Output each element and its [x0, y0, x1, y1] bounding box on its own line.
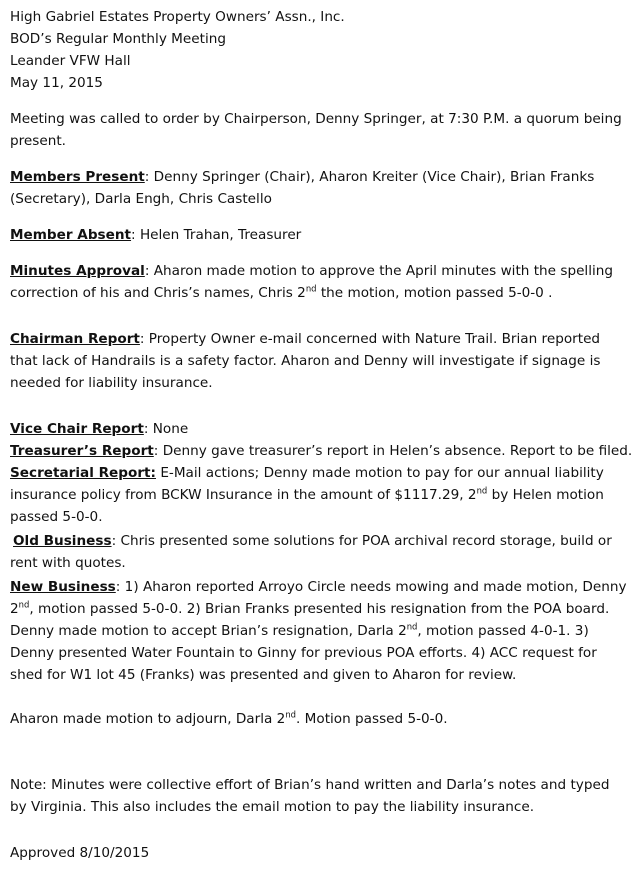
new-business-line-2	[10, 598, 609, 620]
minutes-approval-line-2	[10, 282, 552, 304]
ordinal-suffix: nd	[406, 621, 418, 632]
minutes-approval-line-1	[10, 260, 613, 282]
secretarial-report-label: Secretarial Report:	[10, 465, 156, 481]
chairman-report-text: : Property Owner e-mail concerned with Nature Trail. Brian reported	[139, 331, 601, 347]
members-present-line-2: (Secretary), Darla Engh, Chris Castello	[10, 191, 272, 207]
secretarial-report-line-3: passed 5-0-0.	[10, 509, 103, 525]
member-absent-text: : Helen Trahan, Treasurer	[131, 227, 302, 243]
approved-date: Approved 8/10/2015	[10, 845, 150, 861]
secretarial-report-text: E-Mail actions; Denny made motion to pay for our annual liability	[156, 465, 604, 481]
new-business-line-4: Denny presented Water Fountain to Ginny for previous POA efforts. 4) ACC request for	[10, 645, 597, 661]
chairman-report-line-1	[10, 328, 600, 350]
ordinal-suffix: nd	[476, 485, 488, 496]
chairman-report-label: Chairman Report	[10, 331, 140, 347]
old-business-line-1	[13, 530, 612, 552]
ordinal-suffix: nd	[18, 599, 30, 610]
member-absent-label: Member Absent	[10, 227, 132, 243]
minutes-approval-label: Minutes Approval	[10, 263, 145, 279]
members-present-label: Members Present	[10, 169, 145, 185]
vice-chair-report-line	[10, 418, 188, 440]
new-business-label: New Business	[10, 579, 116, 595]
treasurer-report-label: Treasurer’s Report	[10, 443, 154, 459]
call-to-order-line-1: Meeting was called to order by Chairperson, Denny Springer, at 7:30 P.M. a quorum being	[10, 111, 622, 127]
secretarial-report-text-a: insurance policy from BCKW Insurance in the amount of $1117.29, 2	[10, 487, 477, 503]
note-line-2: by Virginia. This also includes the email motion to pay the liability insurance.	[10, 799, 535, 815]
treasurer-report-text: : Denny gave treasurer’s report in Helen’s absence. Report to be filed.	[153, 443, 633, 459]
secretarial-report-text-b: by Helen motion	[487, 487, 604, 503]
minutes-approval-text-a: correction of his and Chris’s names, Chris 2	[10, 285, 306, 301]
adjourn-text-a: Aharon made motion to adjourn, Darla 2	[10, 711, 286, 727]
new-business-line-5: shed for W1 lot 45 (Franks) was presented and given to Aharon for review.	[10, 667, 517, 683]
old-business-label: Old Business	[13, 533, 112, 549]
members-present-line-1	[10, 166, 594, 188]
new-business-text-2b: , motion passed 5-0-0. 2) Brian Franks presented his resignation from the POA board.	[29, 601, 610, 617]
chairman-report-line-2: that lack of Handrails is a safety factor. Aharon and Denny will investigate if signage is	[10, 353, 601, 369]
chairman-report-line-3: needed for liability insurance.	[10, 375, 213, 391]
ordinal-suffix: nd	[285, 709, 296, 720]
note-line-1: Note: Minutes were collective effort of Brian’s hand written and Darla’s notes and typed	[10, 777, 610, 793]
new-business-text-3a: Denny made motion to accept Brian’s resignation, Darla 2	[10, 623, 407, 639]
minutes-approval-text-b: the motion, motion passed 5-0-0 .	[316, 285, 553, 301]
adjourn-text-b: . Motion passed 5-0-0.	[296, 711, 448, 727]
association-name: High Gabriel Estates Property Owners’ Assn., Inc.	[10, 9, 345, 25]
secretarial-report-line-1	[10, 462, 604, 484]
secretarial-report-line-2	[10, 484, 604, 506]
old-business-line-2: rent with quotes.	[10, 555, 126, 571]
new-business-text-3b: , motion passed 4-0-1. 3)	[417, 623, 589, 639]
minutes-approval-text: : Aharon made motion to approve the April minutes with the spelling	[144, 263, 614, 279]
new-business-text-2a: 2	[10, 601, 19, 617]
treasurer-report-line	[10, 440, 632, 462]
vice-chair-report-label: Vice Chair Report	[10, 421, 144, 437]
meeting-date: May 11, 2015	[10, 75, 103, 91]
old-business-text: : Chris presented some solutions for POA archival record storage, build or	[111, 533, 612, 549]
adjourn-line	[10, 708, 448, 730]
member-absent-line	[10, 224, 301, 246]
members-present-text: : Denny Springer (Chair), Aharon Kreiter (Vice Chair), Brian Franks	[144, 169, 595, 185]
new-business-line-3	[10, 620, 589, 642]
new-business-line-1	[10, 576, 627, 598]
new-business-text: : 1) Aharon reported Arroyo Circle needs mowing and made motion, Denny	[115, 579, 627, 595]
meeting-type: BOD’s Regular Monthly Meeting	[10, 31, 226, 47]
call-to-order-line-2: present.	[10, 133, 66, 149]
meeting-location: Leander VFW Hall	[10, 53, 131, 69]
ordinal-suffix: nd	[305, 283, 317, 294]
vice-chair-report-text: : None	[143, 421, 189, 437]
